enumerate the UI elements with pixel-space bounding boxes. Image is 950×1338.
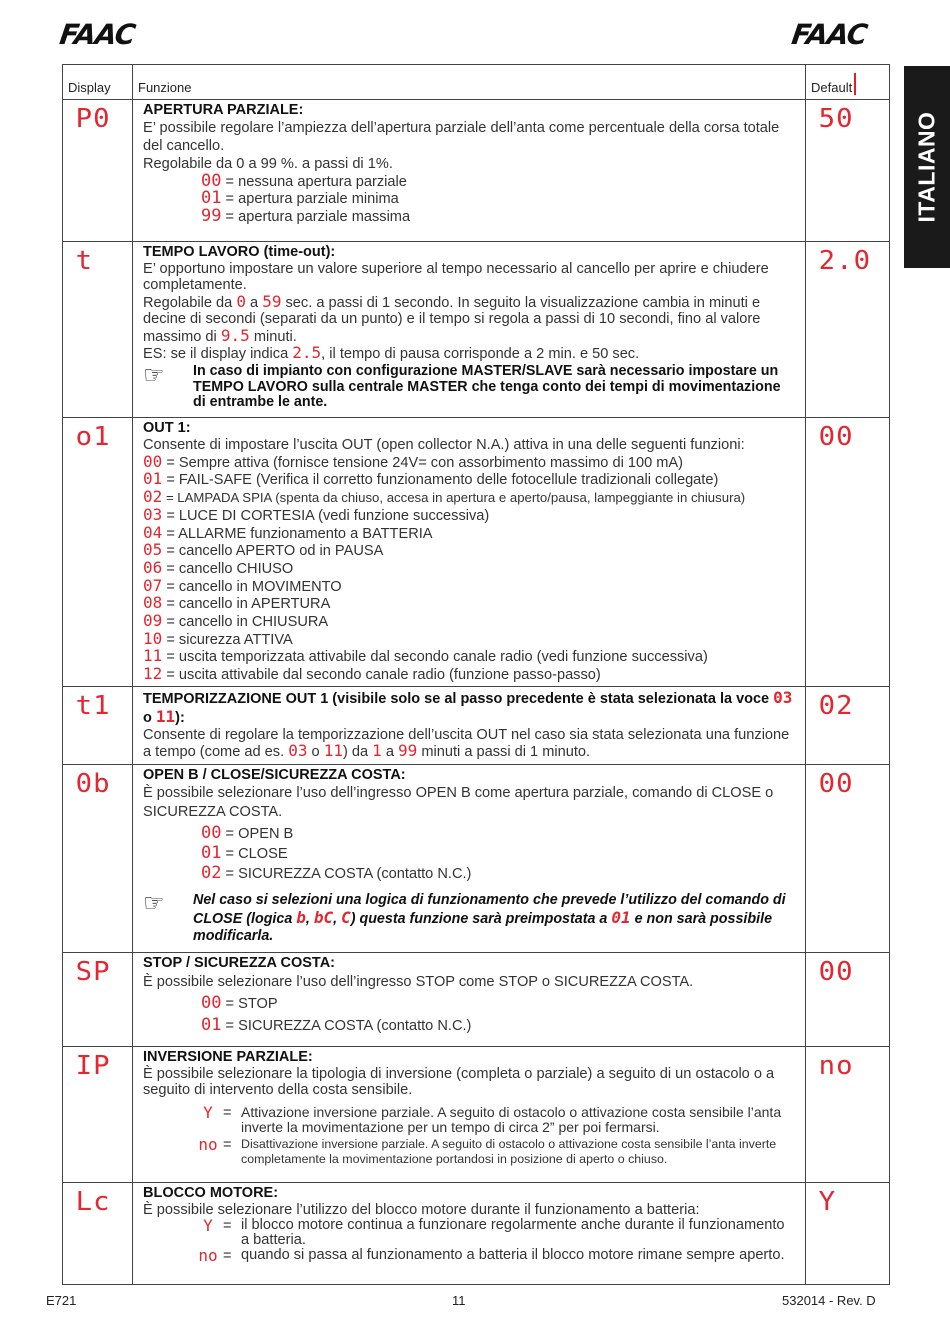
language-label: ITALIANO	[913, 111, 940, 223]
option-item: 10 = sicurezza ATTIVA	[143, 628, 293, 648]
table-row	[63, 1182, 890, 1284]
option-item: 00 = STOP	[201, 992, 278, 1013]
default-value: 50	[818, 104, 854, 134]
row-text: Regolabile da 0 a 59 sec. a passi di 1 secondo. In seguito la visualizzazione cambia in minuti e decine di secondi (separati da un punto) e il tempo si regola a passi di 10 secondi, fino al valore massimo di 9.5 minuti.	[143, 291, 761, 345]
row-title: STOP / SICUREZZA COSTA:	[143, 954, 336, 971]
table-row	[63, 100, 890, 242]
row-title: OUT 1:	[143, 420, 191, 436]
header-function: Funzione	[133, 65, 806, 100]
default-value: 00	[818, 956, 854, 987]
faac-logo: FAAC	[57, 18, 137, 51]
display-code: 0b	[75, 768, 111, 799]
row-title: INVERSIONE PARZIALE:	[143, 1048, 313, 1065]
default-value: 02	[818, 690, 854, 721]
row-text: Regolabile da 0 a 99 %. a passi di 1%.	[143, 156, 393, 172]
row-text: È possibile selezionare l’uso dell’ingresso STOP come STOP o SICUREZZA COSTA.	[143, 973, 694, 990]
table-row	[63, 686, 890, 764]
revision: 532014 - Rev. D	[782, 1293, 876, 1308]
row-text: E’ possibile regolare l’ampiezza dell’apertura parziale dell’anta come percentuale della corsa totale del cancello.	[143, 120, 780, 154]
option-item: 01 = CLOSE	[201, 842, 288, 863]
table-row	[63, 952, 890, 1046]
option-item: 03 = LUCE DI CORTESIA (vedi funzione successiva)	[143, 504, 490, 524]
row-text: E’ opportuno impostare un valore superiore al tempo necessario al cancello per aprire e chiudere completamente.	[143, 261, 769, 294]
row-text: È possibile selezionare l’uso dell’ingresso OPEN B come apertura parziale, comando di CLOSE o SICUREZZA COSTA.	[143, 784, 774, 820]
parameters-table	[62, 64, 890, 1285]
header-display: Display	[63, 65, 133, 100]
table-row	[63, 764, 890, 952]
option-item: 00 = Sempre attiva (fornisce tensione 24V= con assorbimento massimo di 100 mA)	[143, 451, 684, 471]
default-value: no	[818, 1050, 854, 1081]
option-item: 99 = apertura parziale massima	[201, 205, 411, 226]
option-item: 12 = uscita attivabile dal secondo canale radio (funzione passo-passo)	[143, 664, 601, 684]
header-default: Default	[806, 65, 890, 100]
option-item: 11 = uscita temporizzata attivabile dal secondo canale radio (vedi funzione successiva)	[143, 646, 708, 666]
document-code: E721	[46, 1293, 77, 1308]
option-item: 01 = FAIL-SAFE (Verifica il corretto funzionamento delle fotocellule tradizionali collegate)	[143, 469, 719, 489]
option-item: 07 = cancello in MOVIMENTO	[143, 575, 342, 595]
row-title: APERTURA PARZIALE:	[143, 102, 304, 118]
display-code: o1	[75, 422, 111, 452]
option-item: 05 = cancello APERTO od in PAUSA	[143, 540, 384, 560]
option-item: 02 = LAMPADA SPIA (spenta da chiuso, accesa in apertura e aperto/pausa, lampeggiante in chiusura)	[143, 487, 746, 507]
table-row	[63, 1046, 890, 1182]
option-item: 04 = ALLARME funzionamento a BATTERIA	[143, 522, 433, 542]
pointing-hand-icon: ☞	[143, 362, 165, 390]
option-item: 06 = cancello CHIUSO	[143, 557, 294, 577]
option-item: no = Disattivazione inversione parziale. A seguito di ostacolo o attivazione costa sensibile l’anta inverte completamente la movimentazione portandosi in posizione di aperto o chiuso.	[198, 1134, 777, 1166]
option-item: Y = Attivazione inversione parziale. A seguito di ostacolo o attivazione costa sensibile l’anta inverte la movimentazione per un tempo di circa 2” per poi fermarsi.	[203, 1102, 782, 1135]
default-value: Y	[818, 1186, 837, 1217]
row-text: È possibile selezionare la tipologia di inversione (completa o parziale) a seguito di un ostacolo o a seguito di intervento della costa sensibile.	[143, 1065, 775, 1099]
row-title: BLOCCO MOTORE:	[143, 1184, 279, 1201]
row-text: ES: se il display indica 2.5, il tempo di pausa corrisponde a 2 min. e 50 sec.	[143, 343, 640, 363]
default-value: 2.0	[818, 246, 872, 276]
display-code: SP	[75, 956, 111, 987]
display-code: t	[75, 246, 94, 276]
row-title: TEMPORIZZAZIONE OUT 1 (visibile solo se al passo precedente è stata selezionata la voce 03 o 11):	[143, 687, 793, 726]
row-text: Consente di impostare l’uscita OUT (open collector N.A.) attiva in una delle seguenti funzioni:	[143, 437, 745, 453]
option-item: 02 = SICUREZZA COSTA (contatto N.C.)	[201, 862, 472, 883]
row-title: TEMPO LAVORO (time-out):	[143, 244, 336, 260]
language-tab	[904, 66, 950, 268]
table-row	[63, 242, 890, 418]
option-item: 09 = cancello in CHIUSURA	[143, 611, 329, 631]
note: ☞ In caso di impianto con configurazione MASTER/SLAVE sarà necessario impostare un TEMPO LAVORO sulla centrale MASTER che tenga conto dei tempi di movimentazione di entrambe le ante.	[143, 362, 781, 411]
option-item: 00 = OPEN B	[201, 822, 294, 843]
option-item: no = quando si passa al funzionamento a batteria il blocco motore rimane sempre aperto.	[198, 1246, 785, 1266]
default-value: 00	[818, 768, 854, 799]
pointing-hand-icon: ☞	[143, 889, 165, 917]
row-text: È possibile selezionare l’utilizzo del blocco motore durante il funzionamento a batteria:	[143, 1201, 700, 1218]
row-title: OPEN B / CLOSE/SICUREZZA COSTA:	[143, 766, 406, 783]
display-code: IP	[75, 1050, 111, 1081]
table-header	[63, 65, 890, 100]
option-item: 08 = cancello in APERTURA	[143, 593, 331, 613]
default-value: 00	[818, 422, 854, 452]
page-number: 11	[452, 1293, 466, 1308]
table-row	[63, 418, 890, 687]
row-text: Consente di regolare la temporizzazione dell’uscita OUT nel caso sia stata selezionata una funzione a tempo (come ad es. 03 o 11) da 1 a 99 minuti a passi di 1 minuto.	[143, 726, 790, 761]
option-item: 00 = nessuna apertura parziale	[201, 171, 407, 191]
option-item: Y = il blocco motore continua a funzionare regolarmente anche durante il funzionamento a batteria.	[203, 1216, 785, 1249]
display-code: P0	[75, 104, 111, 134]
faac-logo: FAAC	[789, 18, 869, 51]
option-item: 01 = SICUREZZA COSTA (contatto N.C.)	[201, 1014, 472, 1035]
note: ☞ Nel caso si selezioni una logica di funzionamento che prevede l’utilizzo del comando di CLOSE (logica b, bC, C) questa funzione sarà preimpostata a 01 e non sarà possibile modificarla.	[143, 889, 786, 944]
display-code: Lc	[75, 1186, 111, 1217]
display-code: t1	[75, 690, 111, 721]
option-item: 01 = apertura parziale minima	[201, 188, 399, 209]
